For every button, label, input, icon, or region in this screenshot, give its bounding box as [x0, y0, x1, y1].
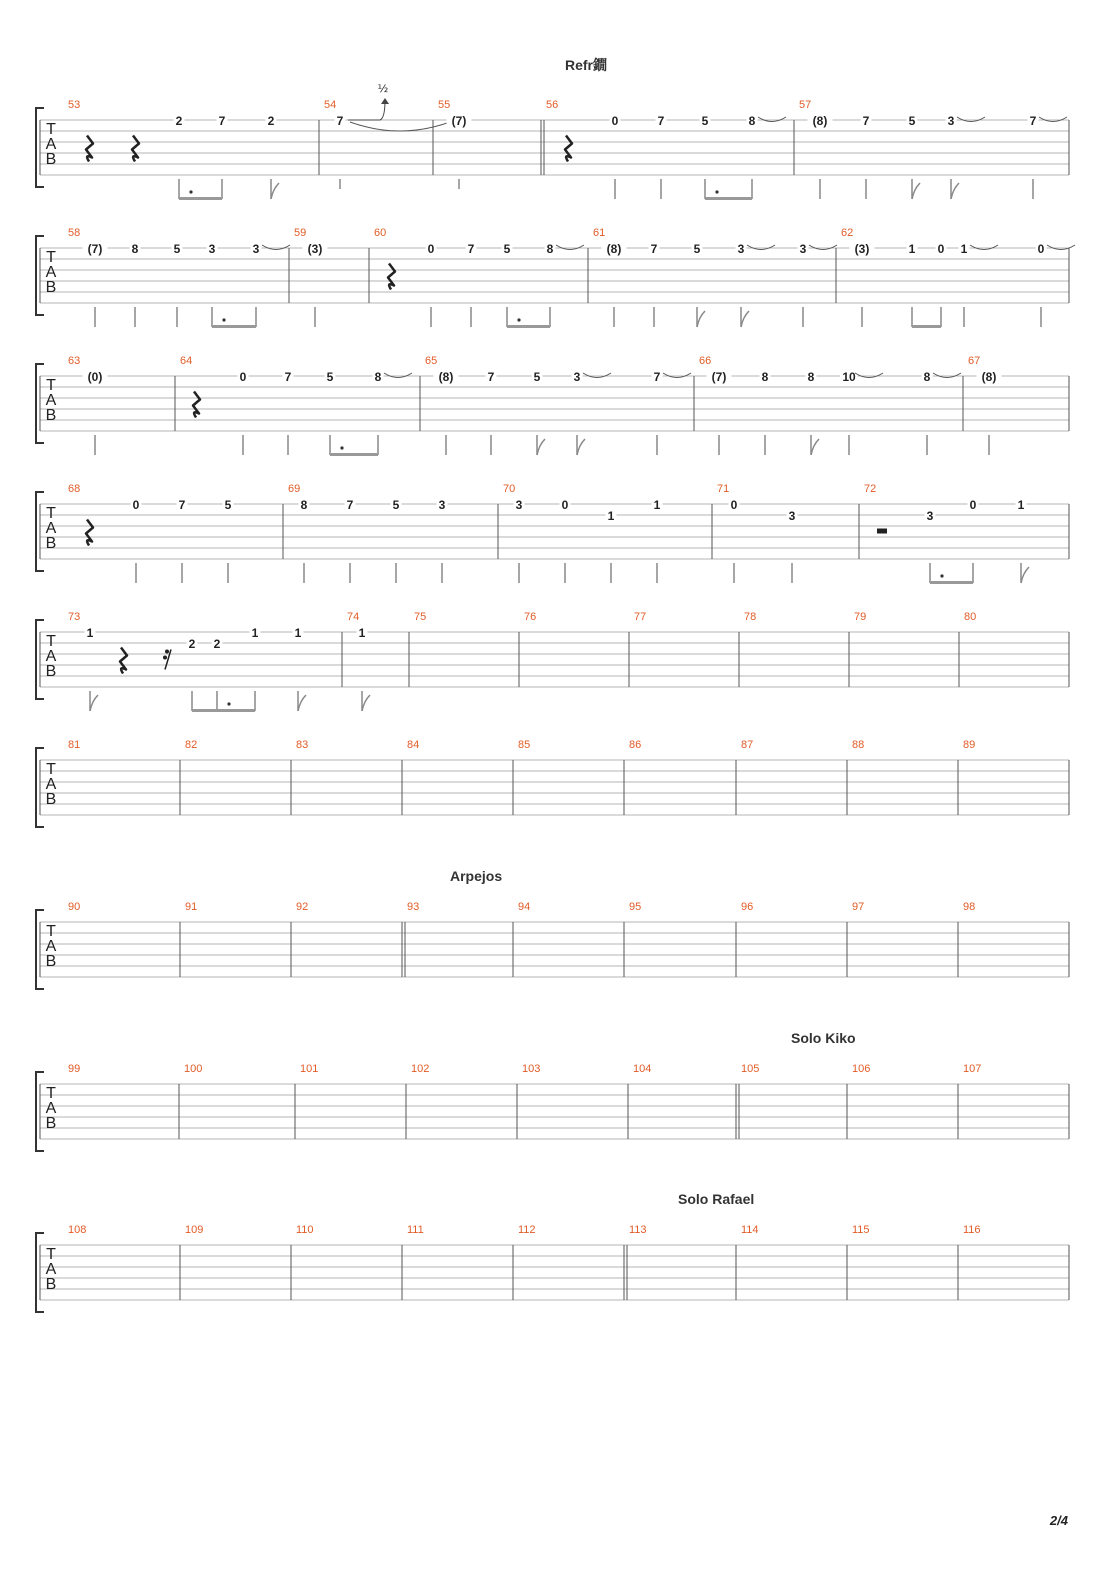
measure-number: 108 [68, 1224, 87, 1236]
measure-number: 101 [300, 1063, 319, 1075]
tab-clef-letter: T [46, 923, 56, 940]
measure-number: 102 [411, 1063, 430, 1075]
bend-amount: ½ [377, 82, 389, 95]
fret-number: 5 [533, 370, 541, 384]
measure-number: 87 [741, 739, 754, 751]
measure-number: 103 [522, 1063, 541, 1075]
fret-number: 3 [573, 370, 581, 384]
fret-number: 3 [737, 242, 745, 256]
fret-number: 0 [1037, 242, 1045, 256]
tab-clef-letter: T [46, 1246, 56, 1263]
fret-number: (7) [451, 114, 467, 128]
tie-arc [384, 373, 412, 378]
measure-number: 75 [414, 611, 427, 623]
note-flag [271, 183, 279, 199]
rest-dot [163, 656, 167, 660]
fret-number: 0 [132, 498, 140, 512]
tab-clef-letter: B [45, 407, 57, 424]
fret-number: 3 [208, 242, 216, 256]
fret-number: (8) [981, 370, 997, 384]
fret-number: 1 [960, 242, 968, 256]
note-flag [912, 183, 920, 199]
tab-clef-letter: B [45, 791, 57, 808]
fret-number: 7 [650, 242, 658, 256]
half-rest [877, 529, 887, 534]
fret-number: 7 [862, 114, 870, 128]
fret-number: 3 [515, 498, 523, 512]
fret-number: 1 [607, 509, 615, 523]
fret-number: 10 [842, 370, 856, 384]
fret-number: 7 [467, 242, 475, 256]
measure-number: 104 [633, 1063, 652, 1075]
tie-arc [1039, 117, 1067, 122]
fret-number: 8 [300, 498, 308, 512]
tab-clef-letter: T [46, 633, 56, 650]
tie-arc [747, 245, 775, 250]
fret-number: 5 [224, 498, 232, 512]
measure-number: 113 [629, 1224, 647, 1236]
fret-number: 1 [358, 626, 366, 640]
fret-number: 7 [178, 498, 186, 512]
measure-number: 64 [180, 355, 193, 367]
tab-clef-letter: T [46, 249, 56, 266]
quarter-rest [388, 264, 395, 290]
note-flag [811, 439, 819, 455]
measure-number: 95 [629, 901, 642, 913]
measure-number: 91 [185, 901, 198, 913]
measure-number: 97 [852, 901, 865, 913]
fret-number: 8 [923, 370, 931, 384]
measure-number: 92 [296, 901, 309, 913]
tab-clef-letter: A [45, 264, 57, 281]
tab-clef-letter: T [46, 121, 56, 138]
measure-number: 115 [852, 1224, 870, 1236]
measure-number: 68 [68, 483, 81, 495]
tie-arc [933, 373, 961, 378]
tab-clef-letter: A [45, 938, 57, 955]
beam [912, 325, 941, 328]
measure-number: 62 [841, 227, 854, 239]
fret-number: (8) [438, 370, 454, 384]
dot [227, 702, 230, 705]
rest-dot [165, 650, 169, 654]
fret-number: 0 [561, 498, 569, 512]
fret-number: 8 [748, 114, 756, 128]
quarter-rest [193, 392, 200, 418]
tab-clef-letter: T [46, 505, 56, 522]
measure-number: 109 [185, 1224, 204, 1236]
measure-number: 83 [296, 739, 309, 751]
note-flag [537, 439, 545, 455]
measure-number: 79 [854, 611, 867, 623]
fret-number: 7 [284, 370, 292, 384]
measure-number: 86 [629, 739, 642, 751]
measure-number: 94 [518, 901, 531, 913]
beam [192, 709, 217, 712]
tab-clef-letter: A [45, 136, 57, 153]
fret-number: 7 [346, 498, 354, 512]
measure-number: 66 [699, 355, 712, 367]
measure-number: 67 [968, 355, 981, 367]
tab-clef-letter: B [45, 1276, 57, 1293]
note-flag [741, 311, 749, 327]
measure-number: 73 [68, 611, 81, 623]
fret-number: 0 [611, 114, 619, 128]
measure-number: 70 [503, 483, 516, 495]
dot [222, 318, 225, 321]
page-number: 2/4 [1049, 1513, 1068, 1528]
fret-number: 5 [392, 498, 400, 512]
measure-number: 82 [185, 739, 198, 751]
note-flag [1021, 567, 1029, 583]
measure-number: 116 [963, 1224, 981, 1236]
measure-number: 85 [518, 739, 531, 751]
measure-number: 110 [296, 1224, 314, 1236]
fret-number: (8) [606, 242, 622, 256]
fret-number: 8 [374, 370, 382, 384]
note-flag [577, 439, 585, 455]
tab-clef-letter: B [45, 151, 57, 168]
section-label-arpejos: Arpejos [450, 868, 503, 884]
fret-number: 8 [131, 242, 139, 256]
fret-number: 2 [175, 114, 183, 128]
tie-arc [957, 117, 985, 122]
measure-number: 114 [741, 1224, 759, 1236]
fret-number: (8) [812, 114, 828, 128]
measure-number: 59 [294, 227, 307, 239]
tab-clef-letter: B [45, 279, 57, 296]
tab-clef-letter: A [45, 648, 57, 665]
fret-number: 7 [653, 370, 661, 384]
tie-arc [855, 373, 883, 378]
fret-number: 1 [653, 498, 661, 512]
beam [330, 453, 378, 456]
quarter-rest [120, 648, 127, 674]
fret-number: 2 [213, 637, 221, 651]
fret-number: 1 [251, 626, 259, 640]
tie-arc [350, 122, 450, 131]
fret-number: 7 [487, 370, 495, 384]
beam [212, 325, 256, 328]
tab-clef-letter: A [45, 776, 57, 793]
tie-arc [758, 117, 786, 122]
tie-arc [663, 373, 691, 378]
measure-number: 53 [68, 99, 81, 111]
fret-number: 8 [546, 242, 554, 256]
section-label-solo-rafael: Solo Rafael [678, 1191, 755, 1207]
measure-number: 57 [799, 99, 812, 111]
fret-number: 0 [937, 242, 945, 256]
beam [179, 197, 222, 200]
fret-number: 7 [218, 114, 226, 128]
beam [930, 581, 973, 584]
tie-arc [970, 245, 998, 250]
beam [507, 325, 550, 328]
measure-number: 72 [864, 483, 877, 495]
fret-number: 7 [657, 114, 665, 128]
measure-number: 93 [407, 901, 420, 913]
fret-number: 5 [503, 242, 511, 256]
fret-number: 3 [252, 242, 260, 256]
measure-number: 96 [741, 901, 754, 913]
measure-number: 54 [324, 99, 337, 111]
fret-number: 5 [908, 114, 916, 128]
measure-number: 90 [68, 901, 81, 913]
tab-clef-letter: A [45, 520, 57, 537]
tab-clef-letter: T [46, 1085, 56, 1102]
tie-arc [262, 245, 290, 250]
fret-number: 5 [173, 242, 181, 256]
tab-clef-letter: B [45, 535, 57, 552]
fret-number: 8 [761, 370, 769, 384]
measure-number: 111 [407, 1224, 424, 1236]
dot [189, 190, 192, 193]
dot [940, 574, 943, 577]
fret-number: 2 [267, 114, 275, 128]
measure-number: 100 [184, 1063, 203, 1075]
dot [715, 190, 718, 193]
fret-number: (0) [87, 370, 103, 384]
note-flag [298, 695, 306, 711]
dot [340, 446, 343, 449]
measure-number: 61 [593, 227, 606, 239]
tie-arc [583, 373, 611, 378]
tab-clef-letter: T [46, 761, 56, 778]
section-label-refrain: Refr鐗 [565, 57, 608, 73]
fret-number: 0 [239, 370, 247, 384]
measure-number: 58 [68, 227, 81, 239]
measure-number: 80 [964, 611, 977, 623]
tab-clef-letter: B [45, 953, 57, 970]
fret-number: 5 [693, 242, 701, 256]
measure-number: 60 [374, 227, 387, 239]
measure-number: 88 [852, 739, 865, 751]
fret-number: (7) [711, 370, 727, 384]
fret-number: 1 [86, 626, 94, 640]
fret-number: 0 [969, 498, 977, 512]
fret-number: 1 [908, 242, 916, 256]
fret-number: 1 [1017, 498, 1025, 512]
fret-number: (7) [87, 242, 103, 256]
measure-number: 106 [852, 1063, 871, 1075]
fret-number: 5 [701, 114, 709, 128]
measure-number: 56 [546, 99, 559, 111]
measure-number: 112 [518, 1224, 536, 1236]
measure-number: 76 [524, 611, 537, 623]
tab-clef-letter: A [45, 1100, 57, 1117]
bend-arrow [348, 100, 385, 120]
beam [217, 709, 255, 712]
bend-arrowhead [381, 98, 389, 104]
measure-number: 84 [407, 739, 420, 751]
fret-number: 0 [427, 242, 435, 256]
tie-arc [556, 245, 584, 250]
fret-number: 3 [799, 242, 807, 256]
fret-number: 7 [336, 114, 344, 128]
fret-number: 3 [926, 509, 934, 523]
note-flag [90, 695, 98, 711]
tab-clef-letter: A [45, 392, 57, 409]
fret-number: 5 [326, 370, 334, 384]
section-label-solo-kiko: Solo Kiko [791, 1030, 856, 1046]
fret-number: 1 [294, 626, 302, 640]
fret-number: 3 [947, 114, 955, 128]
tie-arc [1047, 245, 1075, 250]
measure-number: 65 [425, 355, 438, 367]
measure-number: 74 [347, 611, 360, 623]
measure-number: 107 [963, 1063, 982, 1075]
dot [517, 318, 520, 321]
fret-number: 3 [438, 498, 446, 512]
measure-number: 55 [438, 99, 451, 111]
tab-clef-letter: A [45, 1261, 57, 1278]
tie-arc [809, 245, 837, 250]
quarter-rest [86, 136, 93, 162]
measure-number: 71 [717, 483, 730, 495]
quarter-rest [132, 136, 139, 162]
tab-clef-letter: B [45, 1115, 57, 1132]
note-flag [951, 183, 959, 199]
measure-number: 63 [68, 355, 81, 367]
fret-number: 7 [1029, 114, 1037, 128]
beam [705, 197, 752, 200]
quarter-rest [565, 136, 572, 162]
tab-clef-letter: B [45, 663, 57, 680]
measure-number: 98 [963, 901, 976, 913]
measure-number: 81 [68, 739, 81, 751]
measure-number: 69 [288, 483, 301, 495]
fret-number: (3) [307, 242, 323, 256]
note-flag [362, 695, 370, 711]
fret-number: (3) [854, 242, 870, 256]
tab-clef-letter: T [46, 377, 56, 394]
fret-number: 2 [188, 637, 196, 651]
fret-number: 3 [788, 509, 796, 523]
fret-number: 8 [807, 370, 815, 384]
measure-number: 78 [744, 611, 757, 623]
fret-number: 0 [730, 498, 738, 512]
measure-number: 99 [68, 1063, 81, 1075]
measure-number: 105 [741, 1063, 760, 1075]
note-flag [697, 311, 705, 327]
quarter-rest [86, 520, 93, 546]
measure-number: 89 [963, 739, 976, 751]
measure-number: 77 [634, 611, 647, 623]
